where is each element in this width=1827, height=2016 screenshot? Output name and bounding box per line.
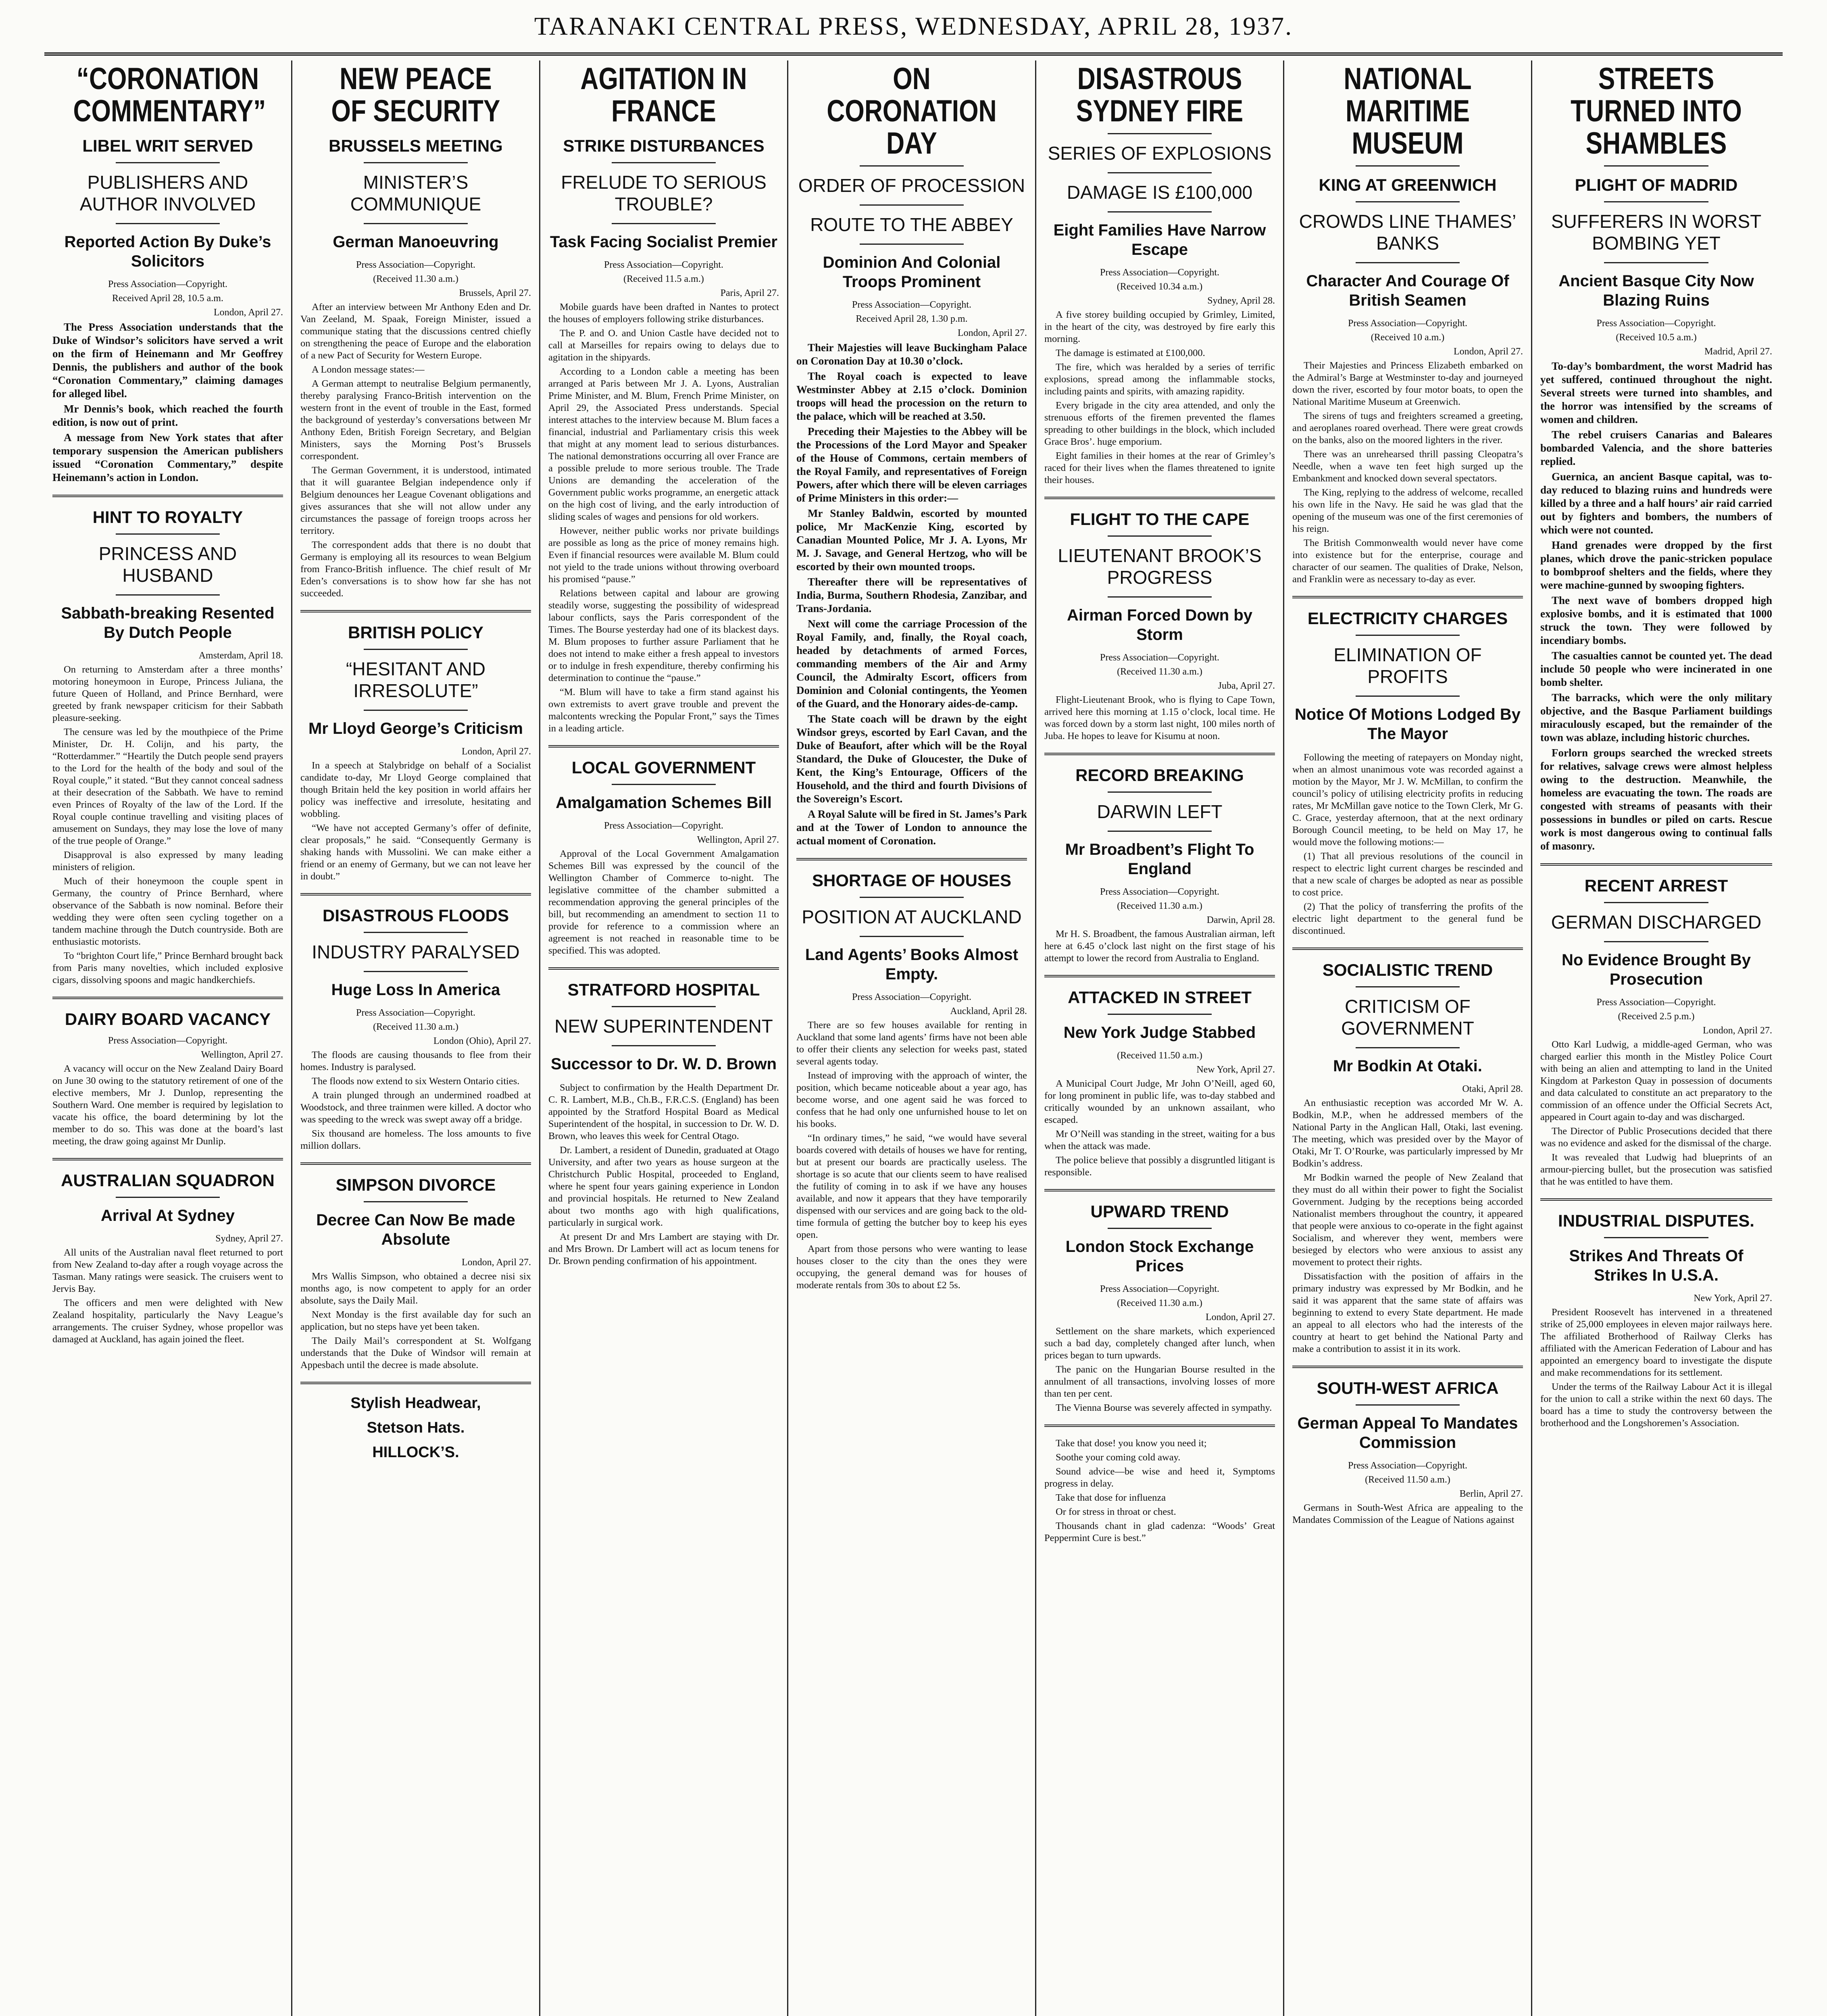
advert-line: HILLOCK’S. — [372, 1444, 459, 1461]
double-rule — [548, 967, 779, 970]
dateline: Wellington, April 27. — [201, 1050, 283, 1060]
deck: German Manoeuvring — [333, 233, 499, 251]
body-paragraph: President Roosevelt has intervened in a threatened strike of 25,000 employees in eleven major railways here. The affiliated Brotherhood of Railway Clerks has affiliated with the American Federation of Labour and has appointed an emergency board to investigate the dispute and make recommendations for its settlement. — [1540, 1307, 1772, 1378]
section-heading: BRITISH POLICY — [348, 623, 484, 642]
wire-credit: (Received 11.30 a.m.) — [1117, 666, 1202, 677]
wire-credit: (Received 2.5 p.m.) — [1618, 1011, 1695, 1022]
body-paragraph: Apart from those persons who were wanting to lease houses closer to the city than the ones they were occupying, the general demand was for houses of moderate rentals from 30s to about £2 5s. — [796, 1243, 1027, 1291]
body-paragraph: Otto Karl Ludwig, a middle-aged German, who was charged earlier this month in the Mistley Police Court with being an alien and attempting to land in the United Kingdom at Parkeston Quay in possession of documents and data calculated to constitute an act preparatory to the commission of an offence under the Official Secrets Act, appeared in Court again to-day and was discharged. — [1540, 1039, 1772, 1123]
lead-paragraph: Forlorn groups searched the wrecked streets for relatives, salvage crews were almost helpless owing to the destruction. Meanwhile, the homeless are evacuating the town. The roads are congested with streams of peasants with their possessions in bundles or piled on carts. Rescue work is most dangerous owing to continual falls of masonry. — [1540, 747, 1772, 852]
subheading: CRITICISM OF GOVERNMENT — [1341, 996, 1474, 1039]
subheading: CROWDS LINE THAMES’ BANKS — [1299, 211, 1517, 254]
section-heading: ATTACKED IN STREET — [1068, 988, 1252, 1007]
dateline: London, April 27. — [1454, 346, 1523, 357]
deck: German Appeal To Mandates Commission — [1297, 1414, 1518, 1452]
short-rule — [860, 165, 963, 167]
deck: Amalgamation Schemes Bill — [556, 794, 772, 812]
lead-paragraph: Hand grenades were dropped by the first planes, which drove the panic-stricken populace to bombproof shelters and the fields, where they were machine-gunned by swooping fighters. — [1540, 539, 1772, 591]
body-paragraph: The Director of Public Prosecutions decided that there was no evidence and asked for the dismissal of the charge. — [1540, 1126, 1772, 1149]
section-heading: SOUTH-WEST AFRICA — [1317, 1379, 1499, 1397]
double-rule — [1540, 1198, 1772, 1201]
dateline: London (Ohio), April 27. — [433, 1036, 531, 1046]
wire-credit: (Received 10.5 a.m.) — [1616, 332, 1697, 343]
wire-credit: Press Association—Copyright. — [1100, 652, 1219, 663]
body-paragraph: The floods are causing thousands to flee from their homes. Industry is paralysed. — [300, 1050, 531, 1073]
lead-paragraph: Mr Dennis’s book, which reached the fourth edition, is now out of print. — [52, 403, 283, 428]
subheading: GERMAN DISCHARGED — [1551, 912, 1762, 933]
lead-paragraph: The casualties cannot be counted yet. The dead include 50 people who were incinerated in one bomb shelter. — [1540, 650, 1772, 688]
body-paragraph: Eight families in their homes at the rear of Grimley’s raced for their lives when the flames threatened to ignite their houses. — [1044, 450, 1275, 485]
body-paragraph: Subject to confirmation by the Health Department Dr. C. R. Lambert, M.B., Ch.B., F.R.C.S. (England) has been appointed by the Stratford Hospital Board as Medical Superintendent of the hospital, in succession to Dr. W. D. Brown, who leaves this week for Central Otago. — [548, 1082, 779, 1141]
section-heading: SOCIALISTIC TREND — [1322, 960, 1493, 979]
wire-credit: Press Association—Copyright. — [1100, 267, 1219, 278]
body-paragraph: The police believe that possibly a disgruntled litigant is responsible. — [1044, 1155, 1275, 1178]
body-paragraph: All units of the Australian naval fleet returned to port from New Zealand to-day after a rough voyage across the Tasman. Many ratings were seasick. The cruisers went to Jervis Bay. — [52, 1247, 283, 1294]
double-rule — [1044, 753, 1275, 755]
article-headline: “CORONATION COMMENTARY” — [73, 62, 266, 128]
subheading: LIEUTENANT BROOK’S PROGRESS — [1058, 545, 1262, 588]
deck: Airman Forced Down by Storm — [1067, 606, 1253, 644]
wire-credit: (Received 10 a.m.) — [1371, 332, 1445, 343]
column-2 — [292, 60, 540, 2016]
short-rule — [612, 1045, 715, 1046]
short-rule — [364, 1201, 467, 1202]
short-rule — [364, 932, 467, 933]
body-paragraph: It was revealed that Ludwig had blueprints of an armour-piercing bullet, but the prosecution was satisfied that he was entitled to have them. — [1540, 1152, 1772, 1187]
short-rule — [1356, 696, 1459, 697]
wire-credit: Press Association—Copyright. — [356, 260, 475, 270]
double-rule — [1292, 948, 1523, 950]
short-rule — [116, 533, 219, 535]
wire-credit: (Received 11.5 a.m.) — [623, 274, 704, 284]
short-rule — [1604, 1237, 1708, 1238]
lead-paragraph: A Royal Salute will be fired in St. James’s Park and at the Tower of London to announce the actual moment of Coronation. — [796, 808, 1027, 847]
double-rule — [52, 1158, 283, 1160]
masthead: TARANAKI CENTRAL PRESS, WEDNESDAY, APRIL 28, 1937. — [534, 12, 1293, 40]
lead-paragraph: Their Majesties will leave Buckingham Palace on Coronation Day at 10.30 o’clock. — [796, 342, 1027, 367]
section-heading: KING AT GREENWICH — [1319, 175, 1497, 194]
body-paragraph: There are so few houses available for renting in Auckland that some land agents’ firms have not been able to offer their clients any selection for weeks past, stated several agents today. — [796, 1020, 1027, 1067]
double-rule — [300, 893, 531, 896]
body-paragraph: Under the terms of the Railway Labour Act it is illegal for the union to call a strike within the next 60 days. The board has a time to study the controversy between the brotherhood and the Longshoremen’s Association. — [1540, 1381, 1772, 1429]
subheading: INDUSTRY PARALYSED — [312, 941, 520, 962]
section-heading: BRUSSELS MEETING — [329, 136, 503, 155]
wire-credit: Press Association—Copyright. — [1100, 1284, 1219, 1294]
double-rule — [1540, 863, 1772, 866]
double-rule — [1044, 975, 1275, 977]
short-rule — [1604, 941, 1708, 942]
short-rule — [1108, 596, 1211, 598]
lead-paragraph: Preceding their Majesties to the Abbey will be the Processions of the Lord Mayor and Speaker of the House of Commons, certain members of the Royal Family, and representatives of Foreign Powers, after which there will be eleven carriages of Prime Ministers in this order:— — [796, 425, 1027, 504]
deck: Mr Lloyd George’s Criticism — [308, 720, 523, 737]
body-paragraph: (1) That all previous resolutions of the council in respect to electric light current charges be rescinded and that a new scale of charges be adopted as near as possible to cost price. — [1292, 851, 1523, 898]
subheading: SERIES OF EXPLOSIONS — [1048, 143, 1272, 164]
deck: Mr Broadbent’s Flight To England — [1065, 841, 1254, 878]
body-paragraph: Soothe your coming cold away. — [1056, 1452, 1181, 1463]
short-rule — [860, 204, 963, 206]
deck: Huge Loss In America — [331, 981, 500, 999]
short-rule — [612, 223, 715, 224]
article-headline: DISASTROUS SYDNEY FIRE — [1076, 62, 1244, 128]
dateline: Wellington, April 27. — [697, 835, 779, 845]
dateline: Darwin, April 28. — [1206, 915, 1275, 925]
wire-credit: Press Association—Copyright. — [852, 992, 971, 1002]
body-paragraph: “M. Blum will have to take a firm stand against his own extremists to avert grave trouble and prevent the malcontents wrecking the Popular Front,” says the Times in a leading article. — [548, 687, 779, 734]
dateline: Otaki, April 28. — [1462, 1084, 1523, 1094]
double-rule — [1044, 497, 1275, 499]
dateline: Madrid, April 27. — [1704, 346, 1772, 357]
short-rule — [1108, 211, 1211, 212]
section-heading: INDUSTRIAL DISPUTES. — [1558, 1211, 1754, 1230]
short-rule — [612, 1006, 715, 1007]
body-paragraph: Instead of improving with the approach of winter, the position, which became noticeable about a year ago, has become worse, and one agent said he was forced to confess that he had only one unfurnished house to let on his books. — [796, 1070, 1027, 1129]
lead-paragraph: The barracks, which were the only military objective, and the Basque Parliament buildings miraculously escaped, but the remainder of the town was ablaze, including historic churches. — [1540, 691, 1772, 744]
body-paragraph: Next Monday is the first available day for such an application, but no steps have yet been taken. — [300, 1309, 531, 1332]
subheading: DAMAGE IS £100,000 — [1067, 182, 1253, 203]
body-paragraph: Mr Bodkin warned the people of New Zealand that they must do all within their power to fight the Socialist Government. Judging by the receptions being accorded Nationalist members throughout the country, it appeared that people were anxious to co-operate in the fight against Socialism, and wherever they went, members were besieged by electors who were anxious to assist any movement to protect their rights. — [1292, 1172, 1523, 1268]
body-paragraph: “We have not accepted Germany’s offer of definite, clear proposals,” he said. “Consequently Germany is shaking hands with Mussolini. We can make either a friend or an enemy of Germany, but we can not leave her in doubt.” — [300, 823, 531, 882]
section-heading: PLIGHT OF MADRID — [1575, 175, 1738, 194]
short-rule — [1356, 1404, 1459, 1406]
section-heading: SHORTAGE OF HOUSES — [812, 871, 1011, 890]
deck: Task Facing Socialist Premier — [550, 233, 777, 251]
body-paragraph: A train plunged through an undermined roadbed at Woodstock, and three trainmen were killed. A doctor who was speeding to the wreck was swept away off a bridge. — [300, 1090, 531, 1125]
subheading: FRELUDE TO SERIOUS TROUBLE? — [561, 172, 767, 215]
dateline: Sydney, April 27. — [215, 1233, 283, 1244]
dateline: Sydney, April 28. — [1207, 296, 1275, 306]
lead-paragraph: The State coach will be drawn by the eight Windsor greys, escorted by Earl Cavan, and the Duke of Beaufort, after which will be the Royal Standard, the Duke of Gloucester, the Duke of Kent, the King’s Entourage, Officers of the Household, and the third and fourth Divisions of the Sovereign’s Escort. — [796, 713, 1027, 805]
double-rule — [1044, 1189, 1275, 1191]
dateline: Brussels, April 27. — [459, 288, 531, 298]
wire-credit: Received April 28, 1.30 p.m. — [856, 314, 968, 324]
short-rule — [1356, 635, 1459, 636]
short-rule — [1604, 902, 1708, 903]
double-rule — [300, 1382, 531, 1384]
body-paragraph: There was an unrehearsed thrill passing Cleopatra’s Needle, when a wave ten feet high surged up the Embankment and knocked down several spectators. — [1292, 449, 1523, 484]
short-rule — [1356, 1047, 1459, 1048]
body-paragraph: A Municipal Court Judge, Mr John O’Neill, aged 60, for long prominent in public life, was to-day stabbed and critically wounded by an unknown assailant, who escaped. — [1044, 1078, 1275, 1125]
lead-paragraph: Mr Stanley Baldwin, escorted by mounted police, Mr MacKenzie King, escorted by Canadian Mounted Police, Mr J. A. Lyons, Mr M. J. Savage, and General Hertzog, who will be escorted by their own mounted troops. — [796, 507, 1027, 573]
section-heading: RECENT ARREST — [1584, 876, 1728, 895]
short-rule — [116, 162, 219, 163]
body-paragraph: Dissatisfaction with the position of affairs in the primary industry was expressed by Mr Bodkin, and he said it was apparent that the same state of affairs was beginning to extend to every State department. He made an appeal to all electors who had the interests of the country at heart to get behind the National Party and make a contribution to assist it in its work. — [1292, 1271, 1523, 1354]
body-paragraph: After an interview between Mr Anthony Eden and Dr. Van Zeeland, M. Spaak, Foreign Minister, issued a communique stating that the discussions centred chiefly on strengthening the peace of Europe and the elaboration of a new Pact of Security for Western Europe. — [300, 302, 531, 361]
body-paragraph: (2) That the policy of transferring the profits of the electric light department to the general fund be discontinued. — [1292, 901, 1523, 936]
wire-credit: Press Association—Copyright. — [356, 1008, 475, 1018]
subheading: POSITION AT AUCKLAND — [802, 906, 1022, 927]
body-paragraph: Thousands chant in glad cadenza: “Woods’ Great Peppermint Cure is best.” — [1044, 1520, 1275, 1543]
body-paragraph: In a speech at Stalybridge on behalf of a Socialist candidate to-day, Mr Lloyd George complained that though Britain held the key position in world affairs her policy was ineffective and irresolute, hesitating and wobbling. — [300, 760, 531, 819]
subheading: NEW SUPERINTENDENT — [554, 1016, 773, 1037]
short-rule — [364, 649, 467, 650]
deck: Character And Courage Of British Seamen — [1306, 272, 1509, 309]
body-paragraph: Every brigade in the city area attended, and only the strenuous efforts of the firemen prevented the flames spreading to other buildings in the block, which included Grace Bros’. huge emporium. — [1044, 400, 1275, 447]
body-paragraph: Six thousand are homeless. The loss amounts to five million dollars. — [300, 1128, 531, 1151]
deck: Successor to Dr. W. D. Brown — [550, 1055, 777, 1073]
deck: London Stock Exchange Prices — [1065, 1238, 1254, 1275]
dateline: London, April 27. — [1703, 1025, 1772, 1036]
body-paragraph: To “brighton Court life,” Prince Bernhard brought back from Paris many novelties, which included explosive cigars, dissolving spoons and magic handkerchiefs. — [52, 950, 283, 985]
double-rule — [1292, 1366, 1523, 1368]
body-paragraph: Approval of the Local Government Amalgamation Schemes Bill was expressed by the council of the Wellington Chamber of Commerce to-night. The legislative committee of the chamber submitted a recommendation approving the general principles of the bill, but recommending an amendment to section 11 to provide for reference to a commission where an agreement is not reached in reasonable time to be specified. This was adopted. — [548, 848, 779, 956]
short-rule — [1108, 133, 1211, 134]
wire-credit: Press Association—Copyright. — [1348, 318, 1467, 329]
short-rule — [860, 936, 963, 937]
body-paragraph: However, neither public works nor private buildings are possible as long as the price of money remains high. Even if financial resources were available M. Blum could not yield to the trade unions without throwing overboard his promised “pause.” — [548, 525, 779, 585]
wire-credit: Press Association—Copyright. — [604, 260, 723, 270]
column-5 — [1036, 60, 1284, 2016]
wire-credit: (Received 11.30 a.m.) — [1117, 1298, 1202, 1308]
wire-credit: Press Association—Copyright. — [108, 279, 227, 289]
body-paragraph: Or for stress in throat or chest. — [1056, 1506, 1176, 1517]
short-rule — [1356, 986, 1459, 987]
subheading: ORDER OF PROCESSION — [798, 175, 1025, 196]
deck: Mr Bodkin At Otaki. — [1333, 1057, 1482, 1075]
dateline: London, April 27. — [462, 1257, 531, 1268]
double-rule — [300, 610, 531, 612]
dateline: Paris, April 27. — [720, 288, 779, 298]
short-rule — [612, 784, 715, 785]
body-paragraph: An enthusiastic reception was accorded Mr W. A. Bodkin, M.P., when he addressed members of the National Party in the Anglican Hall, Otaki, last evening. The meeting, which was presided over by the Mayor of Otaki, Mr T. O’Rourke, was particularly impressed by Mr Bodkin’s address. — [1292, 1098, 1523, 1169]
body-paragraph: The officers and men were delighted with New Zealand hospitality, particularly the Navy League’s arrangements. The cruiser Sydney, whose propellor was damaged at Auckland, has again joined the fleet. — [52, 1297, 283, 1345]
short-rule — [116, 594, 219, 596]
article-headline: NATIONAL MARITIME MUSEUM — [1344, 62, 1472, 160]
body-paragraph: The censure was led by the mouthpiece of the Prime Minister, Dr. H. Colijn, and his party, the “Rotterdammer.” “Heartily the Dutch people send prayers to the Lord for the health of the body and soul of the Royal couple,” it stated. “But they cannot conceal sadness at their desecration of the Sabbath. We have to remind even Princes of Royalty of the law of the Lord. If the Royal couple continue travelling and visiting places of amusement on Sundays, they may lose the love of many of the true people of Orange.” — [52, 727, 283, 846]
deck: No Evidence Brought By Prosecution — [1562, 951, 1751, 988]
dateline: Auckland, April 28. — [950, 1006, 1027, 1016]
short-rule — [364, 223, 467, 224]
section-heading: RECORD BREAKING — [1075, 766, 1244, 785]
dateline: New York, April 27. — [1694, 1293, 1772, 1304]
article-headline: STREETS TURNED INTO SHAMBLES — [1571, 62, 1742, 160]
body-paragraph: The sirens of tugs and freighters screamed a greeting, and aeroplanes roared overhead. There were great crowds on the banks, also on the moored lighters in the river. — [1292, 410, 1523, 446]
wire-credit: (Received 11.30 a.m.) — [373, 1022, 458, 1032]
double-rule — [300, 1162, 531, 1165]
body-paragraph: A German attempt to neutralise Belgium permanently, thereby paralysing Franco-British intervention on the western front in the event of trouble in the East, formed the background of yesterday’s conversations between Mr Anthony Eden, British Foreign Secretary, and Belgian Ministers, says the Morning Post’s Brussels correspondent. — [300, 378, 531, 462]
section-heading: ELECTRICITY CHARGES — [1307, 609, 1508, 628]
lead-paragraph: The rebel cruisers Canarias and Baleares bombarded Valencia, and the shore batteries replied. — [1540, 429, 1772, 467]
wire-credit: (Received 11.50 a.m.) — [1365, 1475, 1450, 1485]
wire-credit: Received April 28, 10.5 a.m. — [112, 293, 223, 304]
wire-credit: Press Association—Copyright. — [852, 300, 971, 310]
double-rule — [548, 745, 779, 748]
short-rule — [116, 1197, 219, 1198]
deck: New York Judge Stabbed — [1063, 1024, 1256, 1041]
section-heading: LIBEL WRIT SERVED — [82, 136, 253, 155]
body-paragraph: Mobile guards have been drafted in Nantes to protect the houses of employers following strike disturbances. — [548, 302, 779, 325]
double-rule — [1044, 1425, 1275, 1427]
body-paragraph: “In ordinary times,” he said, “we would have several boards covered with details of houses we have for renting, but at present our boards are practically useless. The shortage is so acute that our clients seem to have realised the futility of coming in to ask if we have any houses available, and now it appears that they have temporarily dispensed with our services and are going back to the old-time formula of getting the butcher boy to keep his eyes open. — [796, 1133, 1027, 1240]
body-paragraph: The fire, which was heralded by a series of terrific explosions, spread among the inflammable stocks, including paints and spirits, with amazing rapidity. — [1044, 362, 1275, 397]
subheading: SUFFERERS IN WORST BOMBING YET — [1551, 211, 1762, 254]
section-heading: STRATFORD HOSPITAL — [567, 980, 760, 999]
deck: Reported Action By Duke’s Solicitors — [64, 233, 271, 270]
dateline: Juba, April 27. — [1218, 681, 1275, 691]
deck: Eight Families Have Narrow Escape — [1053, 221, 1266, 258]
wire-credit: (Received 11.50 a.m.) — [1117, 1050, 1202, 1061]
body-paragraph: The Daily Mail’s correspondent at St. Wolfgang understands that the Duke of Windsor will remain at Appesbach until the decree is made absolute. — [300, 1335, 531, 1370]
short-rule — [1356, 201, 1459, 202]
wire-credit: (Received 11.30 a.m.) — [373, 274, 458, 284]
lead-paragraph: Guernica, an ancient Basque capital, was to-day reduced to blazing ruins and hundreds were killed by a three and a half hours’ air raid carried out by fighters and bombers, the numbers of which were not counted. — [1540, 471, 1772, 536]
body-paragraph: The Vienna Bourse was severely affected in sympathy. — [1056, 1402, 1272, 1413]
deck: Decree Can Now Be made Absolute — [316, 1211, 515, 1248]
body-paragraph: Settlement on the share markets, which experienced such a bad day, completely changed after lunch, when prices began to turn upwards. — [1044, 1326, 1275, 1361]
short-rule — [1604, 165, 1708, 167]
wire-credit: Press Association—Copyright. — [604, 821, 723, 831]
lead-paragraph: A message from New York states that after temporary suspension the American publishers issued “Coronation Commentary,” despite Heinemann’s action in London. — [52, 431, 283, 483]
body-paragraph: Sound advice—be wise and heed it, Symptoms progress in delay. — [1044, 1466, 1275, 1489]
deck: Strikes And Threats Of Strikes In U.S.A. — [1569, 1247, 1744, 1284]
advert-line: Stylish Headwear, — [350, 1395, 481, 1412]
double-rule — [1292, 596, 1523, 598]
lead-paragraph: The next wave of bombers dropped high explosive bombs, and it is estimated that 1000 struck the town. They were followed by incendiary bombs. — [1540, 594, 1772, 646]
subheading: PRINCESS AND HUSBAND — [98, 543, 237, 586]
body-paragraph: According to a London cable a meeting has been arranged at Paris between Mr J. A. Lyons, Australian Prime Minister, and M. Blum, French Prime Minister, on April 29, the Associated Press understands. Special interest attaches to the interview because M. Blum faces a financial, industrial and Parliamentary crisis this week that might at any moment lead to serious disturbances. The national demonstrations occurring all over France are a possible prelude to more serious trouble. The Trade Unions are demanding the acceleration of the Government public works programme, an energetic attack on the high cost of living, and the early introduction of sliding scales of wages and pensions for old workers. — [548, 366, 779, 522]
lead-paragraph: The Royal coach is expected to leave Westminster Abbey at 2.15 o’clock. Dominion troops will head the procession on the return to the palace, which will be reached at 3.50. — [796, 370, 1027, 422]
short-rule — [1604, 201, 1708, 202]
deck: Dominion And Colonial Troops Prominent — [823, 254, 1001, 291]
body-paragraph: On returning to Amsterdam after a three months’ motoring honeymoon in Europe, Princess Juliana, the future Queen of Holland, and Prince Bernhard, were greeted by frank newspaper criticism for their Sabbath pleasure-seeking. — [52, 664, 283, 723]
short-rule — [364, 162, 467, 163]
deck: Arrival At Sydney — [101, 1207, 235, 1225]
short-rule — [860, 244, 963, 245]
section-heading: AUSTRALIAN SQUADRON — [61, 1171, 275, 1190]
section-heading: FLIGHT TO THE CAPE — [1070, 510, 1250, 529]
body-paragraph: Relations between capital and labour are growing steadily worse, suggesting the possibility of widespread labour conflicts, says the Paris correspondent of the Times. The Bourse yesterday had one of its blackest days. M. Blum proposes to further assure Parliament that he does not intend to make either a fresh appeal to investors or to indulge in fresh expenditure, thereby confirming his determination to continue the “pause.” — [548, 588, 779, 683]
body-paragraph: A vacancy will occur on the New Zealand Dairy Board on June 30 owing to the statutory retirement of one of the elective members, Mr J. Dunlop, representing the Southern Ward. One member is required by legislation to vacate his office, the board determining by lot the member to do so. This was done at the board’s last meeting, the draw going against Mr Dunlip. — [52, 1063, 283, 1147]
body-paragraph: Mr H. S. Broadbent, the famous Australian airman, left here at 6.45 o’clock last night on the first stage of his attempt to lower the record from Australia to England. — [1044, 929, 1275, 964]
short-rule — [1108, 831, 1211, 832]
section-heading: DISASTROUS FLOODS — [322, 906, 509, 925]
wire-credit: Press Association—Copyright. — [1348, 1460, 1467, 1471]
short-rule — [860, 897, 963, 898]
short-rule — [364, 710, 467, 711]
advert-line: Stetson Hats. — [367, 1419, 465, 1436]
body-paragraph: Flight-Lieutenant Brook, who is flying to Cape Town, arrived here this morning at 1.15 o’clock, local time. He was forced down by a storm last night, 100 miles north of Juba. He hopes to leave for Kisumu at noon. — [1044, 694, 1275, 741]
short-rule — [1108, 791, 1211, 793]
short-rule — [1108, 1014, 1211, 1015]
newspaper-page — [44, 60, 1782, 2016]
double-rule — [52, 495, 283, 497]
column-7 — [1532, 60, 1780, 2016]
subheading: ROUTE TO THE ABBEY — [810, 214, 1013, 235]
body-paragraph: Following the meeting of ratepayers on Monday night, when an almost unanimous vote was recorded against a motion by the Mayor, Mr J. W. McMillan, to confirm the council’s policy of utilising electricity profits in reducing rates, Mr McMillan gave notice to the Town Clerk, Mr G. C. Grace, yesterday afternoon, that at the next ordinary Borough Council meeting, to be held on May 17, he would move the following motions:— — [1292, 752, 1523, 848]
article-headline: ON CORONATION DAY — [827, 62, 997, 160]
body-paragraph: Take that dose for influenza — [1056, 1492, 1166, 1503]
deck: Notice Of Motions Lodged By The Mayor — [1295, 706, 1521, 743]
body-paragraph: Mrs Wallis Simpson, who obtained a decree nisi six months ago, is now competent to apply for an order absolute, says the Daily Mail. — [300, 1271, 531, 1306]
double-rule — [52, 997, 283, 999]
column-4 — [788, 60, 1036, 2016]
body-paragraph: Dr. Lambert, a resident of Dunedin, graduated at Otago University, and after two years as house surgeon at the Christchurch Public Hospital, proceeded to England, where he spent four years gaining experience in London and provincial hospitals. He returned to New Zealand about two months ago with high qualifications, particularly in surgical work. — [548, 1145, 779, 1228]
masthead-rule — [44, 52, 1783, 56]
subheading: PUBLISHERS AND AUTHOR INVOLVED — [79, 172, 256, 215]
dateline: New York, April 27. — [1196, 1064, 1275, 1075]
short-rule — [116, 223, 219, 224]
subheading: MINISTER’S COMMUNIQUE — [350, 172, 481, 215]
section-heading: HINT TO ROYALTY — [92, 508, 243, 527]
short-rule — [1356, 165, 1459, 167]
body-paragraph: At present Dr and Mrs Lambert are staying with Dr. and Mrs Brown. Dr Lambert will act as locum tenens for Dr. Brown pending confirmation of his appointment. — [548, 1231, 779, 1266]
subheading: “HESITANT AND IRRESOLUTE” — [346, 658, 485, 701]
lead-paragraph: To-day’s bombardment, the worst Madrid has yet suffered, continued throughout the night. Several streets were turned into shambles, and the horror was intensified by the screams of women and children. — [1540, 360, 1772, 425]
article-headline: AGITATION IN FRANCE — [580, 62, 747, 128]
short-rule — [1108, 1228, 1211, 1229]
body-paragraph: The floods now extend to six Western Ontario cities. — [312, 1076, 520, 1087]
section-heading: UPWARD TREND — [1090, 1202, 1229, 1221]
wire-credit: Press Association—Copyright. — [1596, 997, 1716, 1008]
article-headline: NEW PEACE OF SECURITY — [331, 62, 500, 128]
short-rule — [364, 971, 467, 972]
body-paragraph: A London message states:— — [312, 364, 425, 375]
wire-credit: (Received 10.34 a.m.) — [1117, 281, 1203, 292]
body-paragraph: The panic on the Hungarian Bourse resulted in the annulment of all transactions, involving losses of more than ten per cent. — [1044, 1364, 1275, 1399]
body-paragraph: The British Commonwealth would never have come into existence but for the enterprise, courage and character of our seamen. The qualities of Drake, Nelson, and Franklin were as necessary to-day as ever. — [1292, 537, 1523, 585]
wire-credit: Press Association—Copyright. — [1596, 318, 1716, 329]
wire-credit: (Received 11.30 a.m.) — [1117, 901, 1202, 911]
body-paragraph: The correspondent adds that there is no doubt that Germany is employing all its resources to wean Belgium from Franco-British influence. The chief result of Mr Eden’s conversations is to show how far she has not succeeded. — [300, 539, 531, 599]
column-6 — [1284, 60, 1532, 2016]
short-rule — [1108, 172, 1211, 173]
short-rule — [1356, 262, 1459, 263]
short-rule — [612, 162, 715, 163]
body-paragraph: A five storey building occupied by Grimley, Limited, in the heart of the city, was destroyed by fire early this morning. — [1044, 309, 1275, 344]
dateline: London, April 27. — [462, 746, 531, 757]
wire-credit: Press Association—Copyright. — [1100, 887, 1219, 897]
dateline: Berlin, April 27. — [1459, 1489, 1523, 1499]
body-paragraph: The P. and O. and Union Castle have decided not to call at Marseilles for repairs owing to delays due to agitation in the shipyards. — [548, 328, 779, 363]
lead-paragraph: Thereafter there will be representatives of India, Burma, Southern Rhodesia, Zanzibar, and Trans-Jordania. — [796, 576, 1027, 614]
dateline: Amsterdam, April 18. — [198, 650, 283, 661]
body-paragraph: Much of their honeymoon the couple spent in Germany, the country of Prince Bernhard, where observance of the Sabbath is now nominal. Before their wedding they were often seen cycling together on a tandem machine through the Dutch countryside. Both are enthusiastic motorists. — [52, 876, 283, 947]
body-paragraph: Disapproval is also expressed by many leading ministers of religion. — [52, 850, 283, 873]
dateline: London, April 27. — [1206, 1312, 1275, 1322]
dateline: London, April 27. — [958, 328, 1027, 338]
deck: Ancient Basque City Now Blazing Ruins — [1558, 272, 1754, 309]
deck: Land Agents’ Books Almost Empty. — [805, 946, 1019, 983]
body-paragraph: Mr O’Neill was standing in the street, waiting for a bus when the attack was made. — [1044, 1129, 1275, 1152]
column-3 — [540, 60, 788, 2016]
dateline: London, April 27. — [214, 307, 283, 318]
body-paragraph: The King, replying to the address of welcome, recalled his own life in the Navy. He said he was glad that the opening of the museum was one of the first ceremonies of his reign. — [1292, 487, 1523, 534]
body-paragraph: Their Majesties and Princess Elizabeth embarked on the Admiral’s Barge at Westminster to-day and journeyed down the river, escorted by four motor boats, to open the National Maritime Museum at Greenwich. — [1292, 360, 1523, 407]
double-rule — [796, 858, 1027, 860]
section-heading: STRIKE DISTURBANCES — [563, 136, 765, 155]
section-heading: LOCAL GOVERNMENT — [571, 758, 756, 777]
column-1 — [44, 60, 292, 2016]
short-rule — [1604, 262, 1708, 263]
lead-paragraph: Next will come the carriage Procession of the Royal Family, and, finally, the Royal coach, headed by detachments of armed Forces, commanding members of the Air and Army Council, the Admiralty Escort, officers from Dominion and Colonial contingents, the Yeomen of the Guard, and the Honorary aides-de-camp. — [796, 618, 1027, 710]
wire-credit: Press Association—Copyright. — [108, 1035, 227, 1046]
section-heading: SIMPSON DIVORCE — [335, 1175, 496, 1194]
deck: Sabbath-breaking Resented By Dutch People — [61, 604, 275, 641]
body-paragraph: The damage is estimated at £100,000. — [1056, 348, 1205, 358]
body-paragraph: Germans in South-West Africa are appealing to the Mandates Commission of the League of Nations against — [1292, 1502, 1523, 1525]
body-paragraph: Take that dose! you know you need it; — [1056, 1438, 1207, 1449]
body-paragraph: The German Government, it is understood, intimated that it will guarantee Belgian independence only if Belgium denounces her League Covenant obligations and gives assurances that she will not allow under any circumstances the passage of foreign troops across her territory. — [300, 465, 531, 536]
lead-paragraph: The Press Association understands that the Duke of Windsor’s solicitors have served a writ on the firm of Heinemann and Mr Geoffrey Dennis, the publishers and author of the book “Coronation Commentary,” claiming damages for alleged libel. — [52, 321, 283, 400]
short-rule — [1108, 535, 1211, 537]
subheading: DARWIN LEFT — [1097, 801, 1223, 822]
subheading: ELIMINATION OF PROFITS — [1333, 644, 1482, 687]
section-heading: DAIRY BOARD VACANCY — [65, 1010, 271, 1029]
